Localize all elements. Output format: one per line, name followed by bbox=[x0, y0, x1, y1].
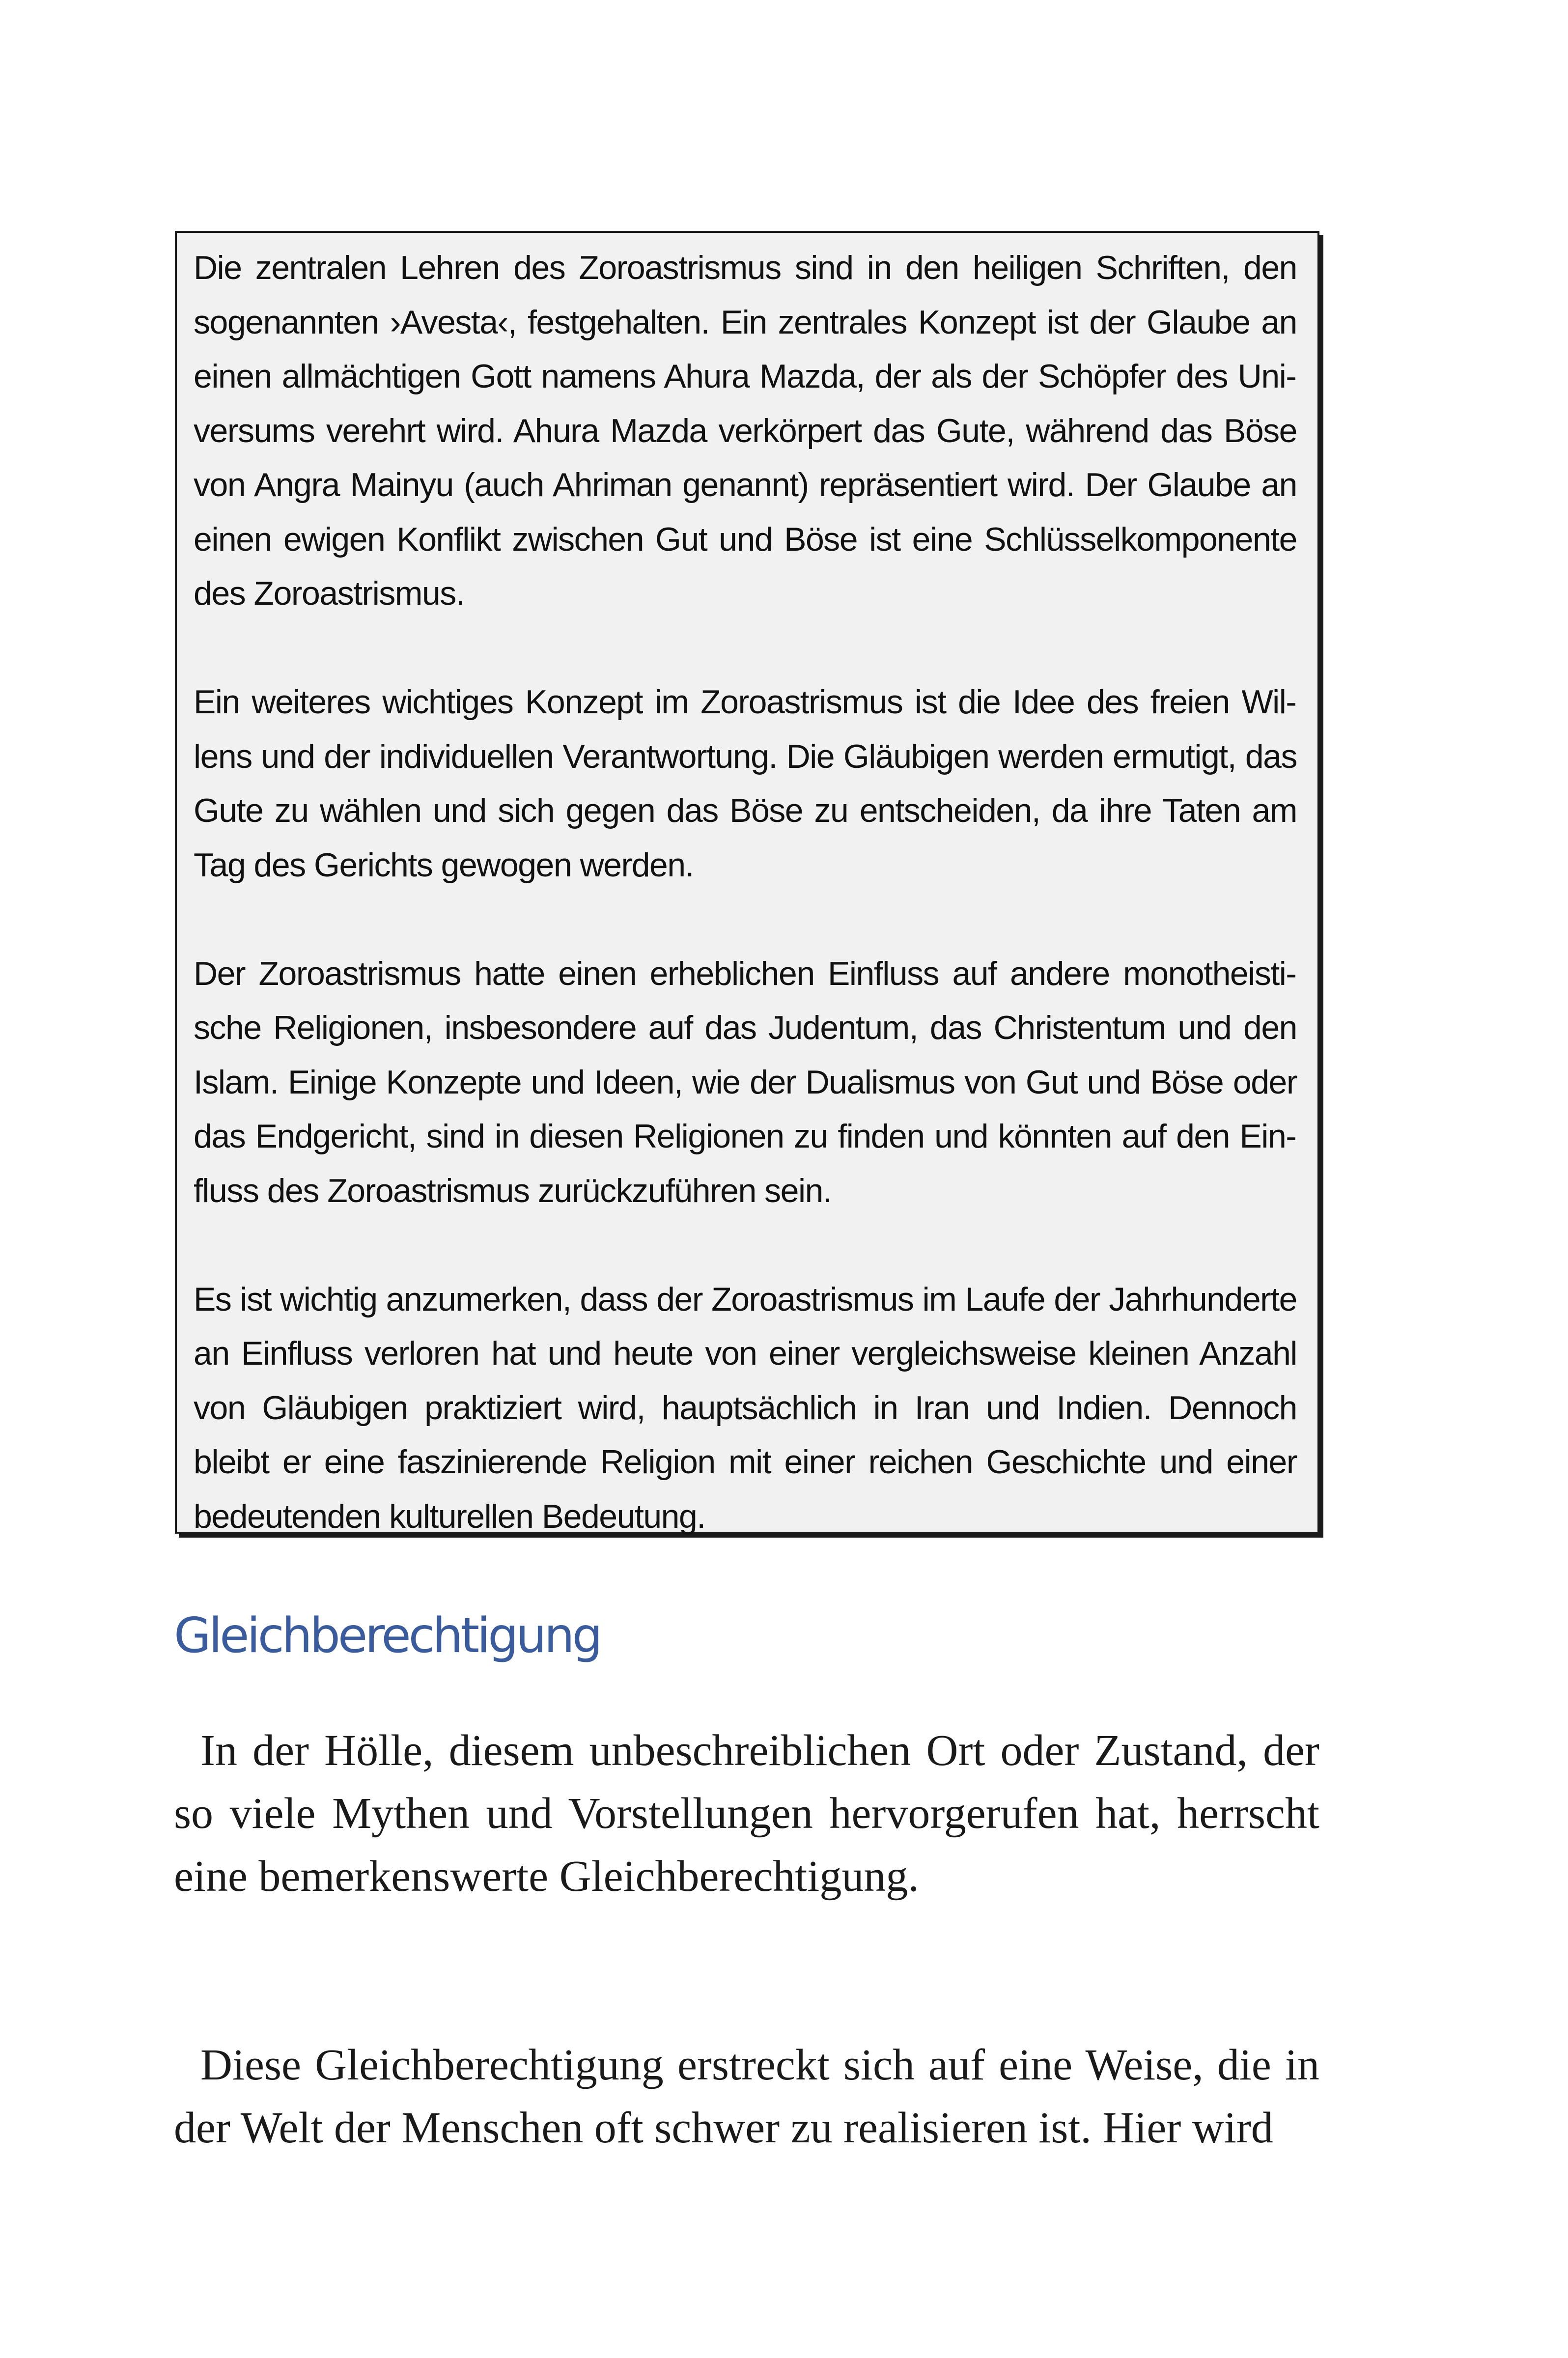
info-box-paragraph-4: Es ist wichtig anzumerken, dass der Zoroastrismus im Laufe der Jahrhunderte an Einfluss verloren hat und heute von einer vergleichsweise kleinen Anzahl von Gläubigen praktiziert wird, hauptsächlich in Iran und Indien. Dennoch bleibt er eine faszinierende Religion mit einer reichen Geschichte und einer bedeutenden kulturellen Bedeutung. bbox=[194, 1280, 1297, 1535]
info-box-paragraph-1: Die zentralen Lehren des Zoroastrismus sind in den heiligen Schriften, den sogenannten ›Avesta‹, festgehalten. Ein zentrales Konzept ist der Glaube an einen allmächtigen Gott namens Ahura Mazda, der als der Schöpfer des Universums verehrt wird. Ahura Mazda verkörpert das Gute, während das Böse von Angra Mainyu (auch Ahriman genannt) repräsentiert wird. Der Glaube an einen ewigen Konflikt zwischen Gut und Böse ist eine Schlüsselkomponente des Zoroastrismus. bbox=[194, 249, 1297, 612]
info-box-paragraph-3: Der Zoroastrismus hatte einen erheblichen Einfluss auf andere monotheistische Religionen, insbesondere auf das Judentum, das Christentum und den Islam. Einige Konzepte und Ideen, wie der Dualismus von Gut und Böse oder das Endgericht, sind in diesen Religionen zu finden und könnten auf den Einfluss des Zoroastrismus zurückzuführen sein. bbox=[194, 954, 1297, 1209]
body-paragraph-1: In der Hölle, diesem unbeschreiblichen Ort oder Zustand, der so viele Mythen und Vorstellungen hervorgerufen hat, herrscht eine bemerkenswerte Gleichberechtigung. bbox=[174, 1726, 1319, 1901]
body-text bbox=[174, 1719, 1319, 2160]
body-paragraph-2: Diese Gleichberechtigung erstreckt sich auf eine Weise, die in der Welt der Menschen oft schwer zu realisieren ist. Hier wird bbox=[174, 2041, 1319, 2152]
section-heading: Gleichberechtigung bbox=[174, 1608, 600, 1664]
info-box-paragraph-2: Ein weiteres wichtiges Konzept im Zoroastrismus ist die Idee des freien Willens und der individuellen Verantwortung. Die Gläubigen werden ermutigt, das Gute zu wählen und sich gegen das Böse zu entscheiden, da ihre Taten am Tag des Gerichts gewogen werden. bbox=[194, 683, 1297, 884]
info-box bbox=[175, 231, 1319, 1534]
